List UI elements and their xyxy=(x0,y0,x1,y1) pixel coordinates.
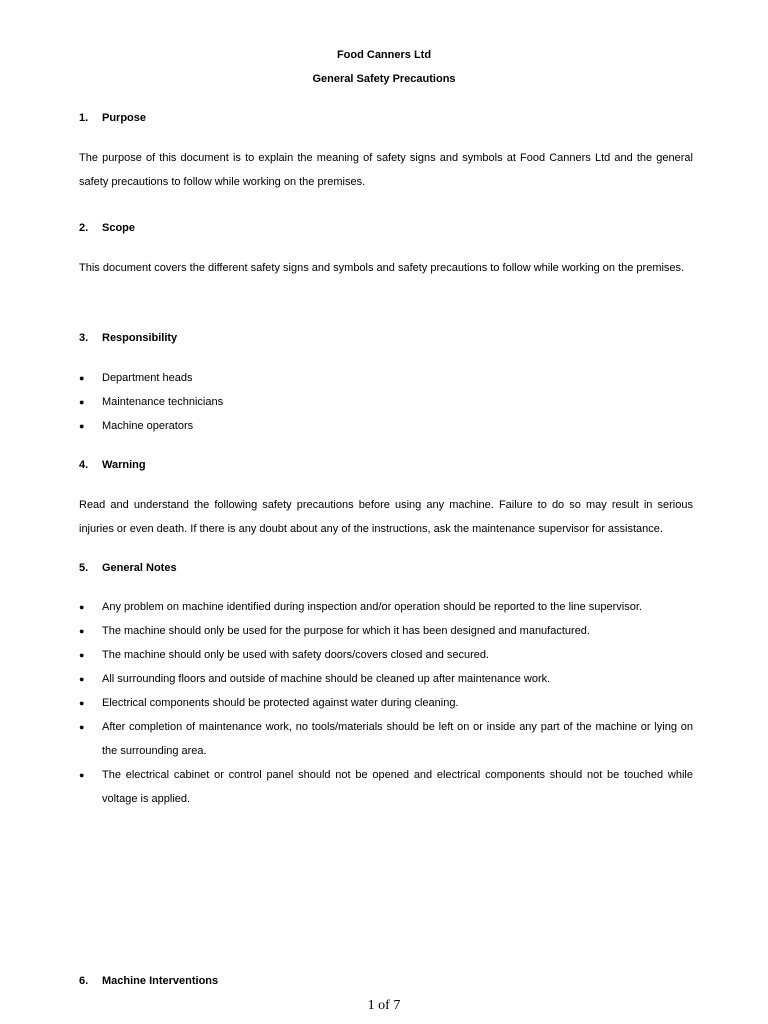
warning-paragraph: Read and understand the following safety precautions before using any machine. Failure to do so may result in serious injuries or even death. If there is any doubt about any of the instructions, ask the maintenance supervisor for assistance. xyxy=(79,499,693,535)
section-number: 2. xyxy=(79,222,89,234)
section-number: 6. xyxy=(79,975,89,987)
list-item-text: Maintenance technicians xyxy=(102,396,224,408)
list-item-text: All surrounding floors and outside of machine should be cleaned up after maintenance work. xyxy=(102,673,551,685)
company-name: Food Canners Ltd xyxy=(336,49,432,61)
scope-paragraph: This document covers the different safety signs and symbols and safety precautions to follow while working on the premises. xyxy=(79,262,685,274)
list-item xyxy=(79,763,693,811)
list-item xyxy=(79,390,693,414)
list-item xyxy=(79,643,693,667)
page-indicator: 1 of 7 xyxy=(367,998,401,1013)
list-item-text: The machine should only be used for the purpose for which it has been designed and manufactured. xyxy=(102,625,590,637)
section-number: 5. xyxy=(79,562,89,574)
purpose-paragraph: The purpose of this document is to explain the meaning of safety signs and symbols at Food Canners Ltd and the general safety precautions to follow while working on the premises. xyxy=(79,152,693,188)
section-number: 4. xyxy=(79,459,89,471)
bullet-icon: ● xyxy=(79,722,85,732)
list-item-text: Any problem on machine identified during inspection and/or operation should be reported to the line supervisor. xyxy=(102,601,642,613)
section-title: Responsibility xyxy=(102,332,178,344)
list-item-text: Machine operators xyxy=(102,420,194,432)
section-heading-warning xyxy=(79,458,146,472)
list-item xyxy=(79,414,693,438)
section-heading-scope xyxy=(79,221,135,235)
list-item-text: The machine should only be used with safety doors/covers closed and secured. xyxy=(102,649,490,661)
bullet-icon: ● xyxy=(79,421,85,431)
bullet-icon: ● xyxy=(79,602,85,612)
section-heading-responsibility xyxy=(79,331,177,345)
list-item-text: The electrical cabinet or control panel should not be opened and electrical components should not be touched while voltage is applied. xyxy=(102,769,693,805)
list-item xyxy=(79,619,693,643)
section-heading-machine-interventions xyxy=(79,974,218,988)
bullet-icon: ● xyxy=(79,650,85,660)
list-item-text: Electrical components should be protected against water during cleaning. xyxy=(102,697,459,709)
section-heading-general-notes xyxy=(79,561,177,575)
general-notes-list xyxy=(79,595,693,811)
list-item xyxy=(79,595,693,619)
section-heading-purpose xyxy=(79,111,146,125)
list-item xyxy=(79,366,693,390)
bullet-icon: ● xyxy=(79,397,85,407)
list-item-text: After completion of maintenance work, no tools/materials should be left on or inside any part of the machine or lying on the surrounding area. xyxy=(102,721,693,757)
list-item xyxy=(79,667,693,691)
section-title: Purpose xyxy=(102,112,147,124)
section-title: Scope xyxy=(102,222,136,234)
section-number: 3. xyxy=(79,332,89,344)
section-title: Machine Interventions xyxy=(102,975,219,987)
section-title: Warning xyxy=(102,459,146,471)
list-item-text: Department heads xyxy=(102,372,193,384)
section-title: General Notes xyxy=(102,562,177,574)
bullet-icon: ● xyxy=(79,626,85,636)
bullet-icon: ● xyxy=(79,674,85,684)
bullet-icon: ● xyxy=(79,698,85,708)
document-title: General Safety Precautions xyxy=(312,73,456,85)
list-item xyxy=(79,691,693,715)
bullet-icon: ● xyxy=(79,770,85,780)
bullet-icon: ● xyxy=(79,373,85,383)
list-item xyxy=(79,715,693,763)
section-number: 1. xyxy=(79,112,89,124)
responsibility-list xyxy=(79,366,693,438)
